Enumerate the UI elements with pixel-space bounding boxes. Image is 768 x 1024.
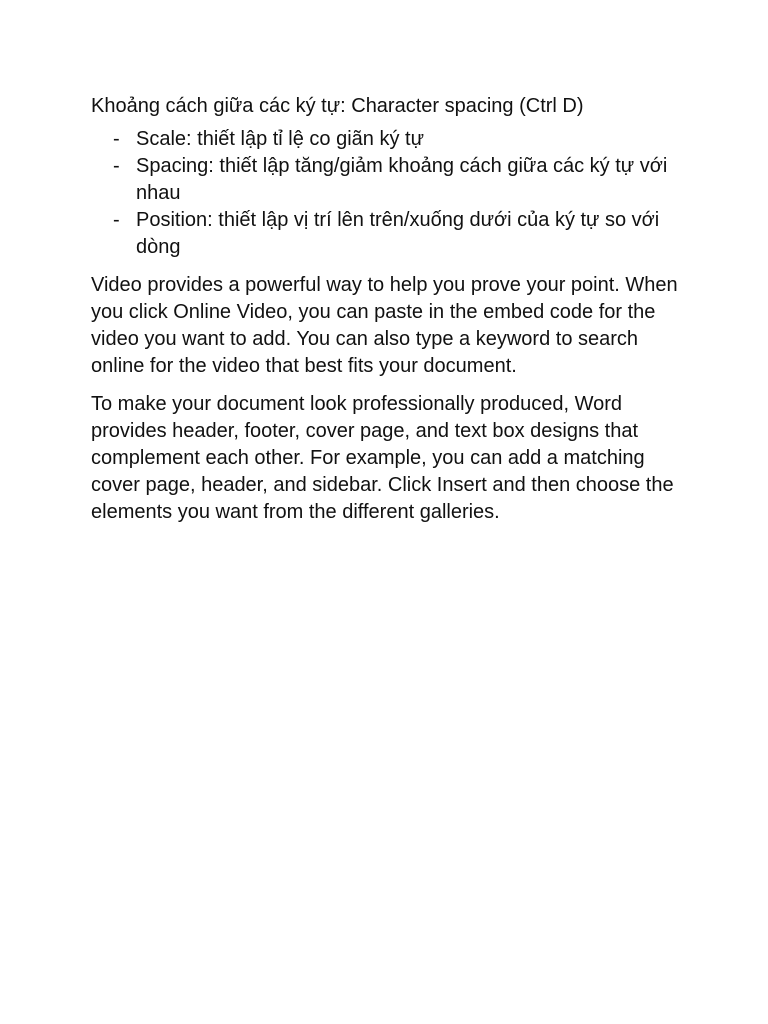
bullet-list <box>91 126 691 261</box>
paragraph-design: To make your document look professionally produced, Word provides header, footer, cover page, and text box designs that complement each other. For example, you can add a matching cover page, header, and sidebar. Click Insert and then choose the elements you want from the different galleries. <box>91 393 674 523</box>
list-item <box>91 207 691 261</box>
section-heading: Khoảng cách giữa các ký tự: Character spacing (Ctrl D) <box>91 95 584 117</box>
list-item-text: Scale: thiết lập tỉ lệ co giãn ký tự <box>136 128 424 150</box>
list-item-text: Spacing: thiết lập tăng/giảm khoảng cách giữa các ký tự với nhau <box>136 155 668 204</box>
document-body <box>91 93 691 537</box>
bullet-marker: - <box>113 128 120 150</box>
list-item <box>91 153 691 207</box>
list-item <box>91 126 691 153</box>
bullet-marker: - <box>113 209 120 231</box>
bullet-marker: - <box>113 155 120 177</box>
paragraph-video: Video provides a powerful way to help you prove your point. When you click Online Video, you can paste in the embed code for the video you want to add. You can also type a keyword to search online for the video that best fits your document. <box>91 274 678 377</box>
list-item-text: Position: thiết lập vị trí lên trên/xuống dưới của ký tự so với dòng <box>136 209 660 258</box>
